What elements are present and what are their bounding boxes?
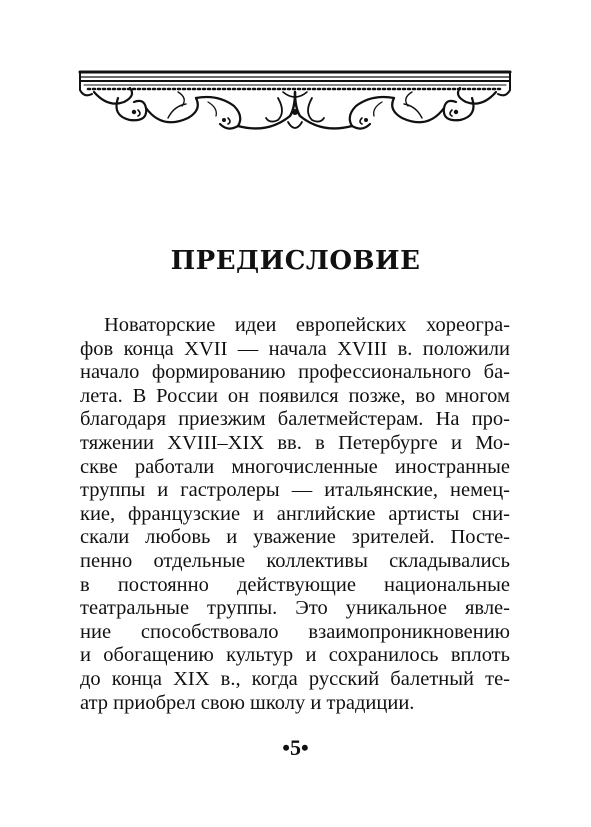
text-line: скали любовь и уважение зрителей. Посте- [80, 526, 510, 549]
text-line: кие, французские и английские артисты сни- [80, 502, 510, 525]
text-line: скве работали многочисленные иностранные [80, 455, 510, 478]
page-number: •5• [282, 735, 309, 760]
text-line: труппы и гастролеры — итальянские, немец- [80, 479, 510, 502]
text-line: тяжении XVIII–XIX вв. в Петербурге и Мо- [80, 431, 510, 454]
chapter-title: ПРЕДИСЛОВИЕ [170, 246, 421, 276]
text-line: фов конца XVII — начала XVIII в. положили [80, 337, 510, 360]
text-line: благодаря приезжим балетмейстерам. На про- [80, 408, 510, 431]
text-line: ние способствовало взаимопроникновению [80, 620, 510, 643]
text-line: атр приобрел свою школу и традиции. [80, 691, 415, 714]
text-line: Новаторские идеи европейских хореогра- [104, 314, 510, 336]
text-line: лета. В России он появился позже, во многом [80, 384, 510, 407]
ornamental-headpiece [78, 68, 512, 138]
text-line: в постоянно действующие национальные [80, 573, 510, 596]
text-line: театральные труппы. Это уникальное явле- [80, 597, 510, 620]
text-line: начало формированию профессионального ба- [80, 361, 510, 384]
text-line: пенно отдельные коллективы складывались [80, 549, 510, 572]
preface-paragraph [80, 314, 510, 715]
text-line: до конца XIX в., когда русский балетный те- [80, 667, 510, 690]
text-line: и обогащению культур и сохранилось вплоть [80, 644, 510, 667]
